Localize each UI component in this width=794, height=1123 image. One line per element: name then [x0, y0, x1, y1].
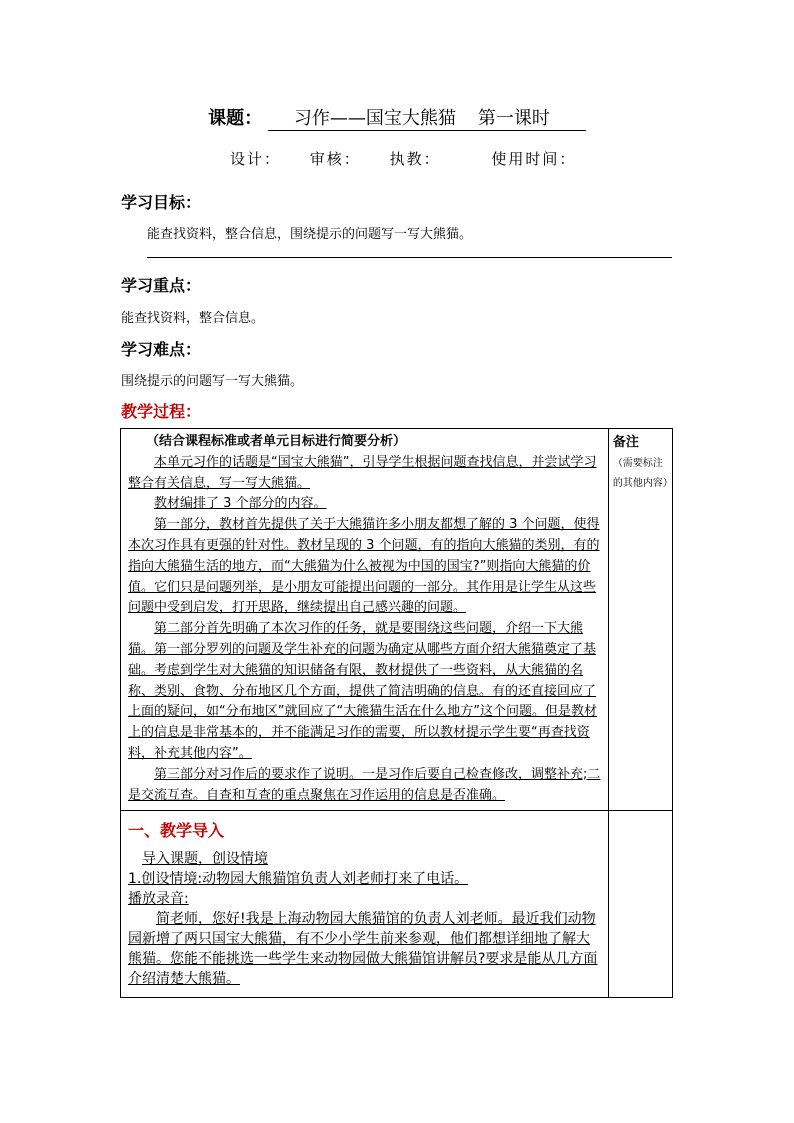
divider — [147, 257, 672, 258]
intro-cell — [121, 811, 609, 998]
meta-teach: 执教： — [389, 150, 441, 168]
goal-text: 能查找资料，整合信息，围绕提示的问题写一写大熊猫。 — [147, 227, 473, 242]
analysis-cell — [121, 429, 609, 811]
meta-line — [230, 148, 598, 169]
analysis-para-2: 教材编排了 3 个部分的内容。 — [154, 496, 327, 512]
intro-line-4: 简老师，您好!我是上海动物园大熊猫馆的负责人刘老师。最近我们动物园新增了两只国宝大熊猫，有不少小学生前来参观，他们都想详细地了解大熊猫。您能不能挑选一些学生来动物园做大熊猫馆讲解员?要求是能从几方面介绍清楚大熊猫。 — [128, 911, 598, 988]
intro-line-2: 1.创设情境:动物园大熊猫馆负责人刘老师打来了电话。 — [128, 871, 469, 888]
analysis-para-3: 第一部分，教材首先提供了关于大熊猫许多小朋友都想了解的 3 个问题，使得本次习作具有更强的针对性。教材呈现的 3 个问题，有的指向大熊猫的类别，有的指向大熊猫生活的地方，而“大熊猫为什么被视为中国的国宝?”则指向大熊猫的价值。它们只是问题列举，是小朋友可能提出问题的一部分。其作用是让学生从这些问题中受到启发，打开思路，继续提出自己感兴趣的问题。 — [128, 517, 600, 616]
title-label: 课题： — [208, 108, 263, 129]
note-subtitle: （需要标注的其他内容） — [612, 458, 673, 489]
note-title: 备注 — [612, 435, 639, 450]
section-heading-intro: 一、教学导入 — [128, 821, 225, 841]
key-heading: 学习重点： — [121, 276, 202, 295]
analysis-para-4: 第二部分首先明确了本次习作的任务，就是要围绕这些问题，介绍一下大熊猫。第一部分罗列的问题及学生补充的问题为确定从哪些方面介绍大熊猫奠定了基础。考虑到学生对大熊猫的知识储备有限，教材提供了一些资料，从大熊猫的名称、类别、食物、分布地区几个方面，提供了简洁明确的信息。有的还直接回应了上面的疑问，如“分布地区”就回应了“大熊猫生活在什么地方”这个问题。但是教材上的信息是非常基本的，并不能满足习作的需要，所以教材提示学生要“再查找资料，补充其他内容”。 — [128, 621, 597, 761]
note-cell — [608, 429, 672, 811]
title-part2: 第一课时 — [477, 108, 550, 129]
analysis-para-1: 本单元习作的话题是“国宝大熊猫”，引导学生根据问题查找信息，并尝试学习整合有关信息，写一写大熊猫。 — [128, 454, 597, 491]
key-text: 能查找资料，整合信息。 — [121, 311, 265, 326]
meta-design: 设计： — [230, 150, 282, 168]
difficulty-text: 围绕提示的问题写一写大熊猫。 — [121, 374, 304, 389]
process-table — [120, 428, 673, 998]
difficulty-heading: 学习难点： — [121, 340, 202, 359]
note-cell-empty — [608, 811, 672, 998]
title-underlined — [268, 108, 586, 131]
analysis-title: （结合课程标准或者单元目标进行简要分析） — [146, 434, 407, 449]
goal-heading: 学习目标： — [121, 193, 202, 212]
meta-time: 使用时间： — [491, 150, 577, 168]
meta-review: 审核： — [309, 150, 361, 168]
intro-line-3: 播放录音: — [128, 891, 189, 908]
process-heading: 教学过程： — [121, 402, 202, 421]
title-part1: 习作——国宝大熊猫 — [293, 108, 456, 129]
document-title — [0, 104, 794, 131]
intro-line-1: 导入课题，创设情境 — [142, 851, 268, 868]
analysis-para-5: 第三部分对习作后的要求作了说明。一是习作后要自己检查修改，调整补充;二是交流互查。自查和互查的重点聚焦在习作运用的信息是否准确。 — [128, 766, 601, 803]
